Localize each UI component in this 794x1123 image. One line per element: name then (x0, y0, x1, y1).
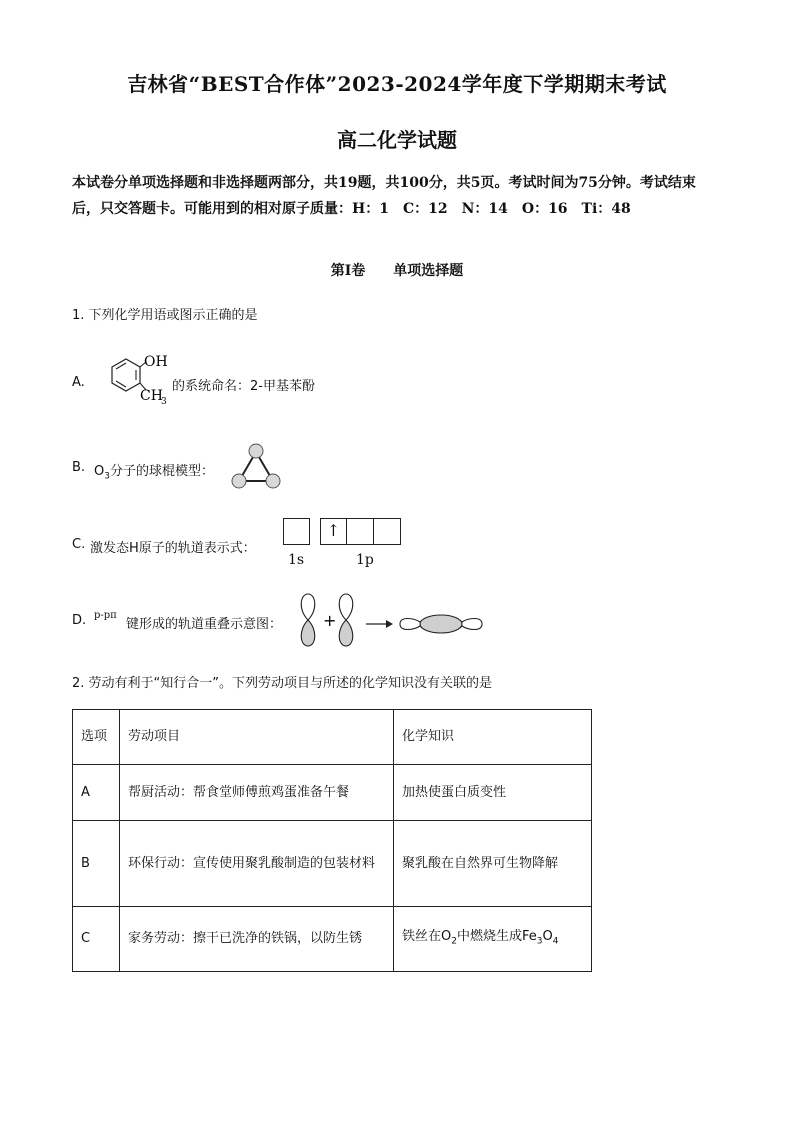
overlap-region (420, 615, 462, 633)
ozone-ball-stick-model (228, 442, 284, 490)
ozone-formula: O (94, 464, 105, 479)
header-chem-knowledge: 化学知识 (394, 710, 592, 765)
option-d-letter: D. (72, 613, 87, 628)
row-a-option: A (73, 765, 120, 821)
orbital-box-1p-2 (347, 518, 374, 545)
table-row (73, 821, 592, 907)
ch3-subscript: 3 (161, 397, 167, 406)
exam-instructions: 本试卷分单项选择题和非选择题两部分，共19题，共100分，共5页。考试时间为75分钟。考试结束后，只交答题卡。可能用到的相对原子质量：H：1 C：12 N：14 O：16 Ti：48 (72, 175, 696, 217)
plus-sign: + (323, 611, 337, 630)
header-option: 选项 (73, 710, 120, 765)
section-title: 第Ⅰ卷 单项选择题 (330, 263, 464, 279)
p-orbital-lobe-bottom-2 (339, 620, 353, 646)
o-cresol-structure (92, 350, 172, 406)
orbital-box-1p-3 (374, 518, 401, 545)
exam-subtitle: 高二化学试题 (337, 128, 457, 152)
option-c-text: 激发态H原子的轨道表示式： (90, 541, 256, 556)
row-b-knowledge: 聚乳酸在自然界可生物降解 (394, 821, 592, 907)
row-a-item: 帮厨活动：帮食堂师傅煎鸡蛋准备午餐 (120, 765, 394, 821)
option-b-text: $O_3$分子的球棍模型： (94, 464, 214, 482)
option-d-text: 键形成的轨道重叠示意图： (126, 617, 283, 632)
row-c-knowledge: 铁丝在$O_2$中燃烧生成$Fe_3O_4$ (394, 907, 592, 972)
table-header-row (73, 710, 592, 765)
exam-title: 吉林省“BEST合作体”2023-2024学年度下学期期末考试 (127, 72, 667, 96)
row-b-item: 环保行动：宣传使用聚乳酸制造的包装材料 (120, 821, 394, 907)
question-1-stem: 1. 下列化学用语或图示正确的是 (72, 308, 258, 323)
question-2-stem: 2. 劳动有利于“知行合一”。下列劳动项目与所述的化学知识没有关联的是 (72, 676, 493, 691)
orbital-box-1s (283, 518, 310, 545)
orbital-box-1p-1: ↑ (320, 518, 347, 545)
label-1p: 1p (356, 552, 374, 568)
ch3-label: CH (140, 388, 163, 404)
p-p-pi-label: p-pπ (94, 610, 117, 621)
q2-table (72, 709, 592, 972)
option-c-letter: C. (72, 537, 86, 552)
orbital-boxes-1p (320, 518, 401, 545)
label-1s: 1s (288, 552, 305, 568)
option-a-letter: A. (72, 375, 85, 390)
p-orbital-overlap-diagram (294, 592, 484, 648)
table-row (73, 907, 592, 972)
row-b-option: B (73, 821, 120, 907)
header-labor-item: 劳动项目 (120, 710, 394, 765)
row-c-item: 家务劳动：擦干已洗净的铁锅，以防生锈 (120, 907, 394, 972)
option-a-text: 的系统命名：2-甲基苯酚 (172, 379, 315, 394)
p-orbital-lobe-top-2 (339, 594, 353, 620)
option-b-letter: B. (72, 460, 86, 475)
oh-label: OH (144, 354, 168, 370)
table-row (73, 765, 592, 821)
p-orbital-lobe-top-1 (301, 594, 315, 620)
p-orbital-lobe-bottom-1 (301, 620, 315, 646)
row-c-option: C (73, 907, 120, 972)
row-a-knowledge: 加热使蛋白质变性 (394, 765, 592, 821)
